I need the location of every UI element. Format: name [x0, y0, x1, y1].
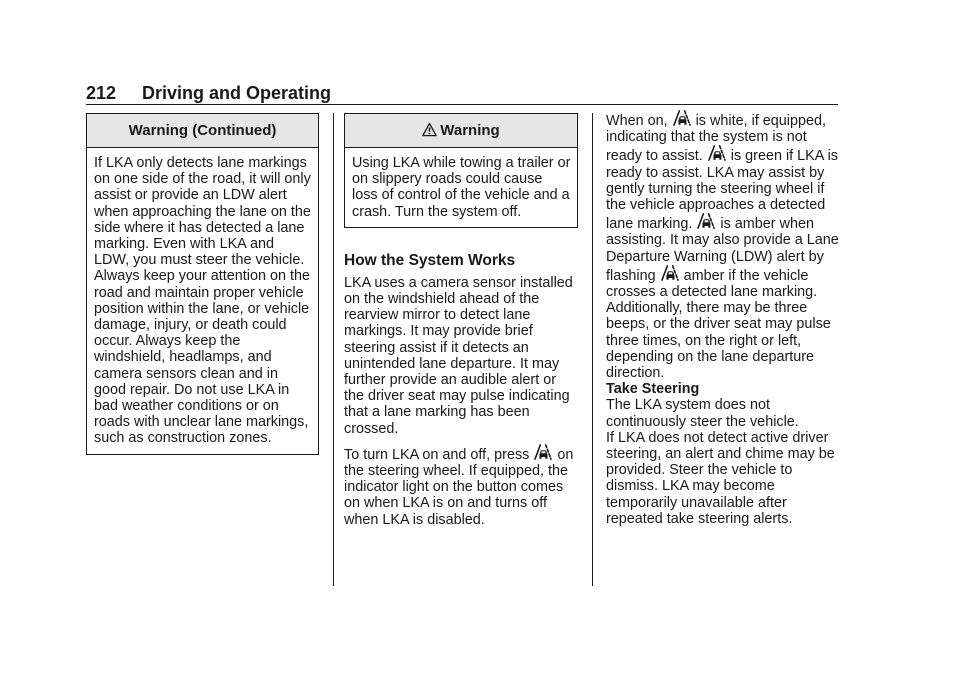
how-system-works-paragraph-2: To turn LKA on and off, press on the steering wheel. If equipped, the indicator light on the button comes on when LKA is on and turns off when LKA is disabled. [344, 444, 578, 528]
column-right [606, 110, 842, 527]
lane-keep-assist-icon [707, 145, 727, 161]
lane-keep-assist-icon [660, 265, 680, 281]
column-divider-right [592, 113, 593, 586]
page-header [86, 82, 838, 104]
lka-indicator-paragraph: When on, is white, if equipped, indicating that the system is not ready to assist. is green if LKA is ready to assist. LKA may assist by gently turning the steering wheel if the vehicle approaches a detected lane marking. is amber when assisting. It may also provide a Lane Departure Warning (LDW) alert by flashing amber if the vehicle crosses a detected lane marking. Additionally, there may be three beeps, or the driver seat may pulse three times, on the right or left, depending on the lane departure direction. [606, 110, 842, 381]
warning-towing-header [345, 114, 577, 148]
warning-towing-text: Using LKA while towing a trailer or on slippery roads could cause loss of control of the vehicle and a crash. Turn the system off. [352, 155, 571, 220]
section-heading-how-system-works: How the System Works [344, 251, 516, 269]
warning-continued-title: Warning (Continued) [87, 114, 318, 148]
take-steering-heading: Take Steering [606, 381, 700, 398]
column-divider-left [333, 113, 334, 586]
header-divider [86, 104, 838, 105]
column-middle [344, 113, 578, 528]
lane-keep-assist-icon [696, 213, 716, 229]
page-number: 212 [86, 83, 117, 103]
take-steering-paragraph-2: If LKA does not detect active driver steering, an alert and chime may be provided. Steer the vehicle to dismiss. LKA may become temporarily unavailable after repeated take steering alerts. [606, 429, 835, 527]
lane-keep-assist-icon [533, 444, 553, 460]
warning-continued-box [86, 113, 319, 455]
page-title: Driving and Operating [142, 83, 332, 103]
warning-triangle-icon [422, 122, 437, 137]
lane-keep-assist-icon [672, 110, 692, 126]
column-left [86, 113, 319, 455]
warning-towing-title: Warning [440, 122, 500, 139]
how-system-works-paragraph-1: LKA uses a camera sensor installed on the windshield ahead of the rearview mirror to detect lane markings. It may provide brief steering assist if it detects an unintended lane departure. It may further provide an audible alert or the driver seat may pulse indicating that a lane marking has been crossed. [344, 274, 573, 437]
take-steering-paragraph-1: The LKA system does not continuously steer the vehicle. [606, 397, 799, 430]
warning-towing-box [344, 113, 578, 228]
warning-continued-text: If LKA only detects lane markings on one side of the road, it will only assist or provide an LDW alert when approaching the lane on the side where it has detected a lane marking. Even with LKA and LDW, you must steer the vehicle. Always keep your attention on the road and maintain proper vehicle position within the lane, or vehicle damage, injury, or death could occur. Always keep the windshield, headlamps, and camera sensors clean and in good repair. Do not use LKA in bad weather conditions or on roads with unclear lane markings, such as construction zones. [94, 155, 311, 447]
